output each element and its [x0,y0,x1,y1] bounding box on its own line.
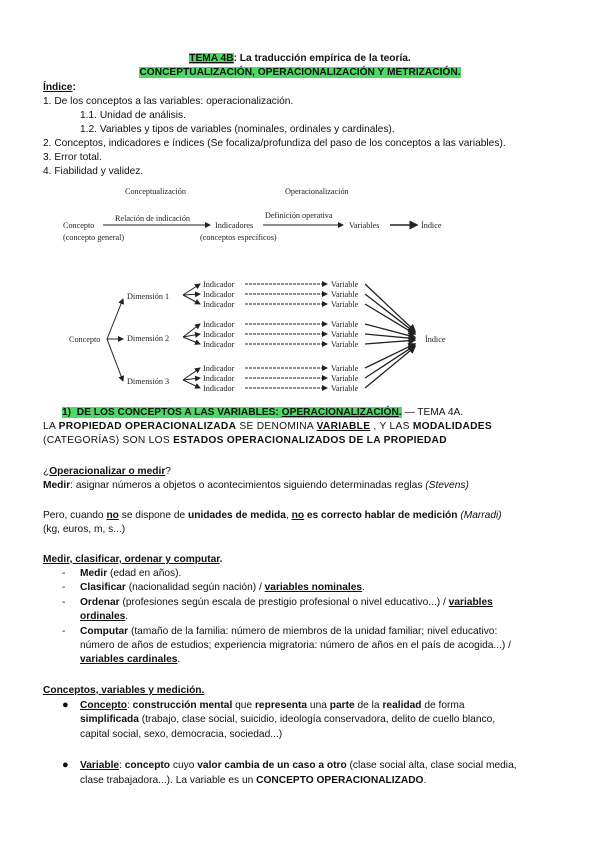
cvm-variable-2 [80,774,426,787]
d2-variable-label: Variable [331,374,359,383]
medir-definition [43,479,469,492]
mcoc-computar-2: número de años de estudios; experiencia migratoria: número de años en el país de acogida...) / [80,640,511,651]
s1-l1-b: PROPIEDAD OPERACIONALIZADA [58,421,237,432]
arrow-variable-to-indice [365,347,415,388]
d2-variable-label: Variable [331,290,359,299]
d2-variable-label: Variable [331,280,359,289]
label-concepto: Concepto [63,221,95,230]
cvm-heading: Conceptos, variables y medición. [43,685,205,696]
cvm-v-c: concepto [124,760,171,771]
arrow-variable-to-indice [365,294,415,333]
cvm-c-l: (trabajo, clase social, suicidio, ideología conservadora, delito de cuello blanco, [138,714,496,725]
mcoc-ord-a: Ordenar [80,597,120,608]
mcoc-ord-b: (profesiones según escala de prestigio profesional o nivel educativo...) / [119,597,449,608]
arrow-variable-to-indice [365,304,415,334]
section1-line2 [43,434,447,447]
section1-highlight [62,407,402,418]
s1-l1-e: , Y LAS [370,421,413,432]
arrow-dim-to-indicator [183,295,200,304]
mcoc-comp-d: variables cardinales [80,654,178,665]
medir-def-c: (Stevens) [425,480,469,491]
mcoc-heading [43,553,223,566]
cvm-c-e: representa [254,700,308,711]
label-variables: Variables [349,221,380,230]
label-operacionalizacion: Operacionalización [285,187,349,196]
d2-indicador-label: Indicador [203,340,235,349]
dot-bullet: ● [62,759,69,771]
medir-q-a: ¿ [43,466,50,477]
d2-indicador-label: Indicador [203,364,235,373]
d2-indice: Índice [425,335,446,344]
medir-p-c: se dispone de [118,510,188,521]
cvm-concepto-2 [80,713,495,726]
mcoc-medir-b: (edad en años). [107,568,182,579]
cvm-c-j: de forma [421,700,465,711]
arrow-to-dim1 [107,299,123,339]
arrow-dim-to-indicator [183,284,200,295]
cvm-c-f: una [307,700,330,711]
medir-p-g: es correcto hablar de medición [304,510,458,521]
cvm-v-d: cuyo [170,760,198,771]
s1-l1-d: VARIABLE [316,421,371,432]
mcoc-clas-a: Clasificar [80,582,126,593]
cvm-v-i: . [423,775,427,786]
subtitle-line [0,66,600,79]
label-conceptos-especificos: (conceptos específicos) [200,233,277,242]
medir-def-a: Medir [43,480,71,491]
d2-variable-label: Variable [331,320,359,329]
mcoc-ordenar-cont [80,610,128,623]
index-heading-text: Índice [43,82,73,93]
index-item-4: 4. Fiabilidad y validez. [43,166,144,177]
cvm-v-g: clase trabajadora...). La variable es un [80,775,257,786]
medir-question [43,465,171,478]
cvm-c-i: realidad [382,700,422,711]
mcoc-clas-c: variables nominales [264,582,363,593]
arrow-variable-to-indice [365,340,415,344]
index-item-1-2: 1.2. Variables y tipos de variables (nominales, ordinales y cardinales). [80,124,395,135]
d2-variable-label: Variable [331,300,359,309]
arrow-variable-to-indice [365,345,415,378]
cvm-v-f: (clase social alta, clase social media, [346,760,517,771]
cvm-concepto-3: capital social, sexo, democracia, sociedad...) [80,729,283,740]
mcoc-comp-e: . [177,654,181,665]
d2-variable-label: Variable [331,330,359,339]
cvm-c-k: simplificada [80,714,139,725]
cvm-c-d: que [232,700,255,711]
label-concepto-general: (concepto general) [63,233,125,242]
d2-indicador-label: Indicador [203,384,235,393]
medir-p-b: no [106,510,119,521]
label-definicion: Definición operativa [265,211,333,220]
label-indice: Índice [421,221,442,230]
medir-p-d: unidades de medida [188,510,286,521]
d2-dimension-1: Dimensión 1 [127,292,170,301]
s1-l2-b: ESTADOS OPERACIONALIZADOS DE LA PROPIEDAD [173,435,447,446]
mcoc-comp-b: (tamaño de la familia: número de miembros de la unidad familiar; nivel educativo: [128,626,498,637]
d2-indicador-label: Indicador [203,330,235,339]
index-item-3: 3. Error total. [43,152,102,163]
s1-l1-c: SE DENOMINA [236,421,317,432]
d2-dimension-2: Dimensión 2 [127,334,170,343]
cvm-c-h: de la [354,700,383,711]
dash-bullet: - [62,582,66,593]
arrow-variable-to-indice [365,344,415,368]
index-item-2: 2. Conceptos, indicadores e índices (Se focaliza/profundiza del paso de los conceptos a las variables). [43,138,506,149]
subtitle: CONCEPTUALIZACIÓN, OPERACIONALIZACIÓN Y METRIZACIÓN. [139,67,461,78]
medir-def-b: : asignar números a objetos o acontecimientos siguiendo determinadas reglas [70,480,426,491]
d2-indicador-label: Indicador [203,320,235,329]
medir-pero [43,509,502,522]
mcoc-clas-b: (nacionalidad según nación) / [125,582,265,593]
mcoc-ord-d: ordinales [80,611,126,622]
section1-heading [62,406,463,419]
diagram-dimensions [55,275,475,395]
medir-p-a: Pero, cuando [43,510,107,521]
cvm-c-g: parte [329,700,355,711]
tema-label: TEMA 4B [189,53,234,64]
d2-indicator-rows [183,280,415,393]
section1-line1 [43,420,492,433]
mcoc-computar-3 [80,653,180,666]
cvm-v-a: Variable [80,760,120,771]
arrow-dim-to-indicator [183,337,200,344]
title-line [0,52,600,65]
section1-ref: — TEMA 4A. [401,407,464,418]
d2-concept-arrows [107,299,123,381]
label-indicadores: Indicadores [215,221,254,230]
mcoc-heading-dot: . [219,554,223,565]
medir-p-h: (Marradi) [457,510,502,521]
d2-indicador-label: Indicador [203,290,235,299]
mcoc-ord-c: variables [448,597,493,608]
d2-concepto: Concepto [69,335,101,344]
dot-bullet: ● [62,699,69,711]
cvm-c-a: Concepto [80,700,127,711]
section1-heading-c: . [398,407,402,418]
index-heading [43,81,76,94]
mcoc-comp-a: Computar [80,626,129,637]
label-conceptualizacion: Conceptualización [125,187,186,196]
medir-p-f: no [291,510,305,521]
medir-units: (kg, euros, m, s...) [43,524,126,535]
cvm-v-e: valor cambia de un caso a otro [197,760,347,771]
cvm-c-b: : [126,700,133,711]
arrow-to-dim3 [107,339,123,381]
s1-l1-f: MODALIDADES [412,421,492,432]
medir-p-e: , [285,510,292,521]
cvm-c-c: construcción mental [132,700,233,711]
dash-bullet: - [62,597,66,608]
title-text: : La traducción empírica de la teoría. [233,53,411,64]
mcoc-clas-d: . [362,582,365,593]
diagram-process [55,180,555,250]
section1-heading-a: DE LOS CONCEPTOS A LAS VARIABLES: [76,407,282,418]
section1-heading-b: OPERACIONALIZACIÓN [281,407,399,418]
dash-bullet: - [62,626,66,637]
index-item-1: 1. De los conceptos a las variables: operacionalización. [43,96,294,107]
mcoc-ord-e: . [125,611,129,622]
label-relacion: Relación de indicación [115,214,191,223]
arrow-dim-to-indicator [183,380,200,388]
index-item-1-1: 1.1. Unidad de análisis. [80,110,186,121]
section1-num: 1) [62,407,72,418]
d2-indicador-label: Indicador [203,280,235,289]
d2-variable-label: Variable [331,364,359,373]
dash-bullet: - [62,568,66,579]
arrow-dim-to-indicator [183,294,200,295]
d2-variable-label: Variable [331,340,359,349]
d2-indicador-label: Indicador [203,374,235,383]
index-heading-colon: : [72,82,76,93]
s1-l2-a: (CATEGORÍAS) SON LOS [43,435,174,446]
mcoc-heading-text: Medir, clasificar, ordenar y computar [43,554,220,565]
s1-l1-a: LA [43,421,59,432]
medir-q-c: ? [165,466,171,477]
d2-dimension-3: Dimensión 3 [127,377,170,386]
medir-q-b: Operacionalizar o medir [49,466,166,477]
d2-indicador-label: Indicador [203,300,235,309]
d2-variable-label: Variable [331,384,359,393]
cvm-v-h: CONCEPTO OPERACIONALIZADO [256,775,424,786]
arrow-variable-to-indice [365,284,415,331]
mcoc-medir-a: Medir [80,568,108,579]
cvm-v-b: : [119,760,125,771]
